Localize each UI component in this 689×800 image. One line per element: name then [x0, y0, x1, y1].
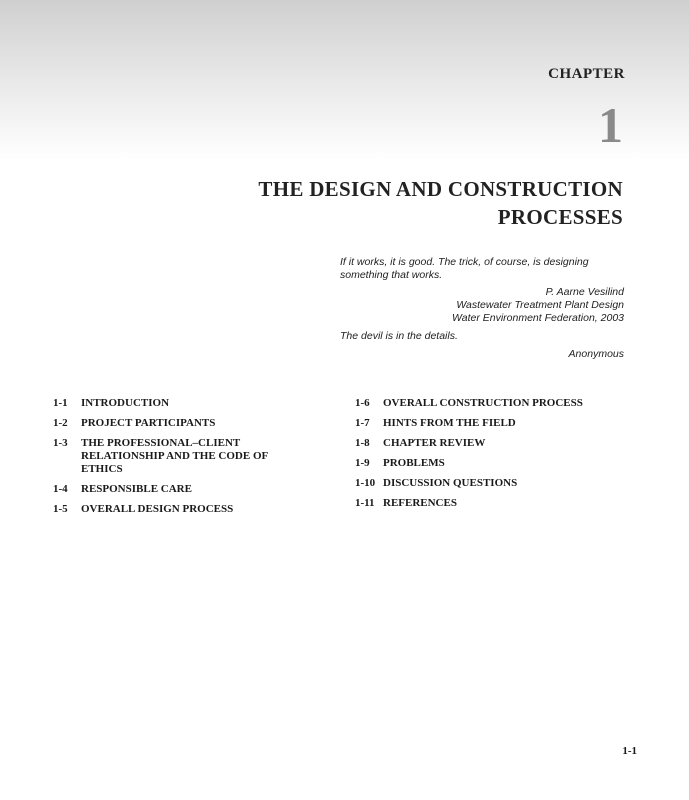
toc-entry-number: 1-2	[53, 417, 68, 429]
toc-entry[interactable]	[355, 437, 645, 450]
toc-entry[interactable]	[53, 483, 293, 496]
toc-entry-number: 1-8	[355, 437, 370, 449]
toc-entry[interactable]	[355, 477, 645, 490]
toc-entry[interactable]	[355, 417, 645, 430]
toc-entry-number: 1-4	[53, 483, 68, 495]
toc-entry-label: INTRODUCTION	[81, 397, 170, 409]
epigraph-publisher: Water Environment Federation, 2003	[452, 312, 624, 324]
toc-entry-label: CHAPTER REVIEW	[383, 437, 486, 449]
toc-entry[interactable]	[53, 397, 293, 410]
epigraph-quote: The devil is in the details.	[340, 330, 458, 342]
toc-entry-label: THE PROFESSIONAL–CLIENT RELATIONSHIP AND THE CODE OF ETHICS	[81, 437, 268, 475]
toc-entry-label: PROJECT PARTICIPANTS	[81, 417, 216, 429]
epigraph-author: P. Aarne Vesilind	[545, 286, 624, 298]
toc-entry[interactable]	[355, 497, 645, 510]
chapter-title: THE DESIGN AND CONSTRUCTION PROCESSES	[258, 177, 623, 229]
page-number: 1-1	[622, 745, 637, 757]
toc-entry-number: 1-9	[355, 457, 370, 469]
toc-entry[interactable]	[355, 457, 645, 470]
toc-entry-number: 1-3	[53, 437, 68, 449]
toc-entry-label: OVERALL DESIGN PROCESS	[81, 503, 234, 515]
toc-entry-number: 1-6	[355, 397, 370, 409]
toc-left-column	[53, 397, 293, 523]
toc-entry[interactable]	[53, 437, 293, 476]
toc-entry[interactable]	[53, 503, 293, 516]
toc-entry-label: RESPONSIBLE CARE	[81, 483, 192, 495]
toc-entry-number: 1-11	[355, 497, 375, 509]
toc-entry-number: 1-10	[355, 477, 376, 489]
toc-entry-number: 1-1	[53, 397, 68, 409]
toc-entry-label: PROBLEMS	[383, 457, 445, 469]
toc-entry-number: 1-5	[53, 503, 68, 515]
chapter-label: CHAPTER	[548, 66, 625, 82]
toc-entry-label: REFERENCES	[383, 497, 457, 509]
epigraph-author: Anonymous	[568, 348, 624, 360]
epigraph-quote: If it works, it is good. The trick, of course, is designing something that works.	[340, 256, 589, 281]
toc-entry-number: 1-7	[355, 417, 370, 429]
toc-entry[interactable]	[355, 397, 645, 410]
toc-entry-label: DISCUSSION QUESTIONS	[383, 477, 518, 489]
toc-right-column	[355, 397, 645, 517]
toc-entry-label: HINTS FROM THE FIELD	[383, 417, 516, 429]
epigraph-source: Wastewater Treatment Plant Design	[456, 299, 624, 311]
toc-entry[interactable]	[53, 417, 293, 430]
epigraph-block	[340, 256, 624, 361]
chapter-number: 1	[598, 97, 623, 153]
toc-entry-label: OVERALL CONSTRUCTION PROCESS	[383, 397, 583, 409]
